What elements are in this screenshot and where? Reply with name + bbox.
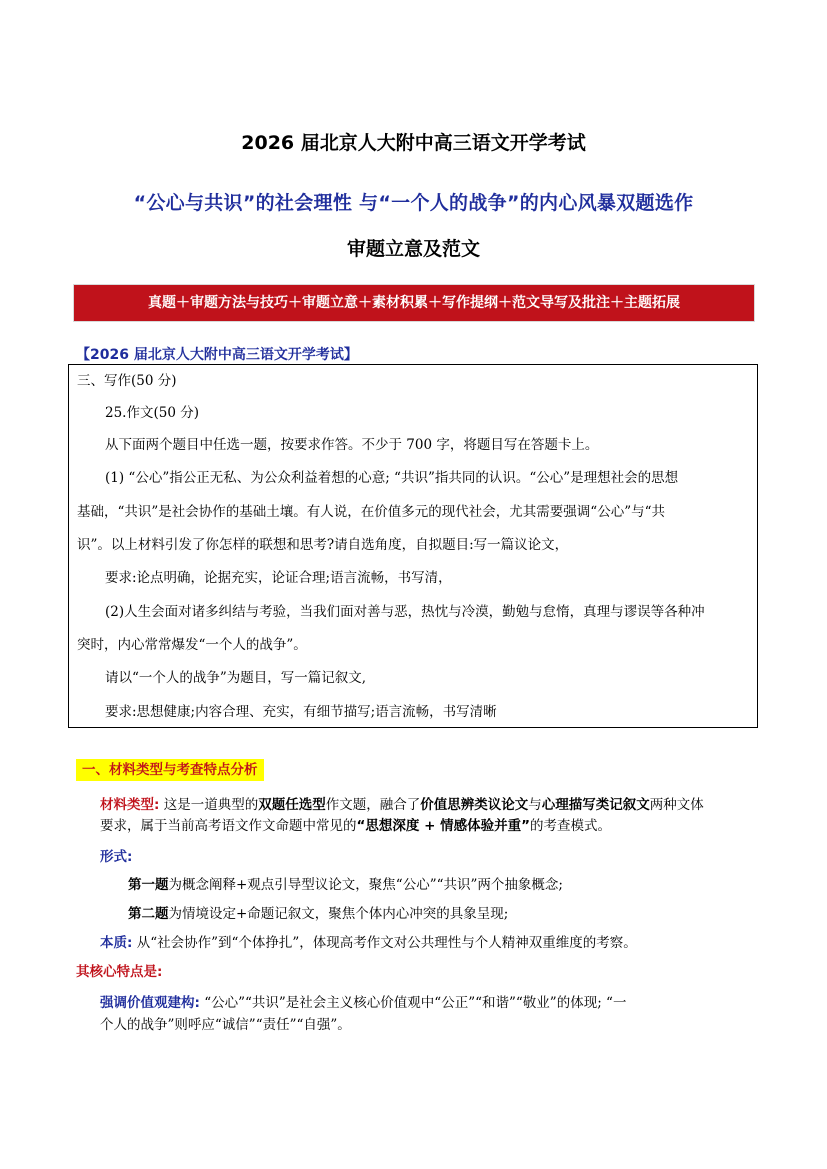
material-type-label: 材料类型:: [100, 797, 160, 813]
question-line: 突时，内心常常爆发“一个人的战争”。: [77, 637, 307, 653]
form-item-2: 第二题为情境设定+命题记叙文，聚焦个体内心冲突的具象呈现;: [128, 906, 509, 922]
document-subtitle: “公心与共识”的社会理性 与“一个人的战争”的内心风暴双题选作: [133, 192, 694, 214]
question-line: 三、写作(50 分): [77, 373, 177, 389]
content-outline-banner: 真题＋审题方法与技巧＋审题立意＋素材积累＋写作提纲＋范文导写及批注＋主题拓展: [74, 285, 754, 321]
section-header-analysis: 一、材料类型与考查特点分析: [76, 759, 264, 781]
material-type-line-2: 要求，属于当前高考语文作文命题中常见的“思想深度 + 情感体验并重”的考查模式。: [100, 818, 611, 834]
form-label: 形式:: [100, 849, 133, 865]
question-line: 从下面两个题目中任选一题，按要求作答。不少于 700 字，将题目写在答题卡上。: [105, 437, 599, 453]
exam-source-label: 【2026 届北京人大附中高三语文开学考试】: [76, 347, 358, 363]
question-box: [68, 364, 758, 728]
core-item-line-2: 个人的战争”则呼应“诚信”“责任”“自强”。: [100, 1017, 351, 1033]
material-type-line-1: 材料类型: 这是一道典型的双题任选型作文题，融合了价值思辨类议论文与心理描写类记叙文两种文体: [100, 797, 704, 813]
question-line: (1) “公心”指公正无私、为公众利益着想的心意; “共识”指共同的认识。“公心”是理想社会的思想: [105, 470, 679, 486]
question-line: 25.作文(50 分): [105, 405, 199, 421]
form-item-1: 第一题为概念阐释+观点引导型议论文，聚焦“公心”“共识”两个抽象概念;: [128, 877, 563, 893]
document-title: 2026 届北京人大附中高三语文开学考试: [241, 132, 586, 154]
question-line: 请以“一个人的战争”为题目，写一篇记叙文,: [105, 670, 367, 686]
core-item-label: 强调价值观建构:: [100, 995, 200, 1011]
question-line: 要求:思想健康;内容合理、充实，有细节描写;语言流畅，书写清晰: [105, 704, 497, 720]
core-item-line-1: 强调价值观建构: “公心”“共识”是社会主义核心价值观中“公正”“和谐”“敬业”的体现; “一: [100, 995, 627, 1011]
question-line: (2)人生会面对诸多纠结与考验，当我们面对善与恶，热忱与冷漠，勤勉与怠惰，真理与谬误等各种冲: [105, 604, 705, 620]
question-line: 基础，“共识”是社会协作的基础土壤。有人说，在价值多元的现代社会，尤其需要强调“公心”与“共: [77, 504, 666, 520]
question-line: 识”。以上材料引发了你怎样的联想和思考?请自选角度，自拟题目:写一篇议论文，: [77, 537, 569, 553]
question-line: 要求:论点明确，论据充实，论证合理;语言流畅，书写清，: [105, 570, 452, 586]
core-features-label: 其核心特点是:: [76, 964, 163, 980]
essence-line: 本质: 从“社会协作”到“个体挣扎”，体现高考作文对公共理性与个人精神双重维度的考察。: [100, 935, 637, 951]
essence-label: 本质:: [100, 935, 133, 951]
document-third-title: 审题立意及范文: [346, 238, 480, 260]
